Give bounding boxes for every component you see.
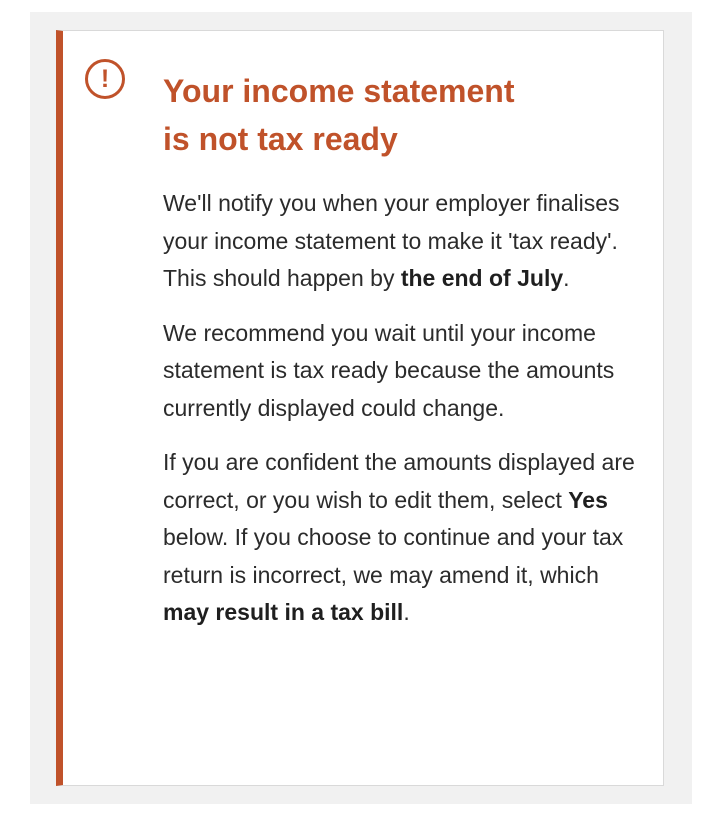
confident-text-end: .	[403, 599, 410, 625]
page-background	[30, 12, 692, 804]
alert-title	[163, 67, 583, 163]
alert-body	[163, 185, 649, 649]
yes-option-text: Yes	[568, 486, 608, 513]
confident-paragraph	[163, 444, 649, 632]
tax-ready-alert	[56, 30, 664, 786]
notify-text: We'll notify you when your employer finalises your income statement to make it 'tax ready'. This should happen by	[163, 190, 620, 291]
alert-title-line-1: Your income statement	[163, 73, 515, 109]
exclamation-circle-icon: !	[85, 59, 125, 99]
deadline-text: the end of July	[400, 265, 564, 291]
tax-bill-warning-text: may result in a tax bill	[163, 599, 404, 625]
confident-text: If you are confident the amounts displayed are correct, or you wish to edit them, select	[163, 449, 635, 513]
alert-title-line-2: is not tax ready	[163, 121, 398, 157]
continue-text: below. If you choose to continue and your tax return is incorrect, we may amend it, which	[163, 524, 624, 588]
notify-paragraph	[163, 185, 649, 298]
notify-text-end: .	[563, 265, 570, 291]
recommend-paragraph: We recommend you wait until your income statement is tax ready because the amounts currently displayed could change.	[163, 319, 615, 421]
